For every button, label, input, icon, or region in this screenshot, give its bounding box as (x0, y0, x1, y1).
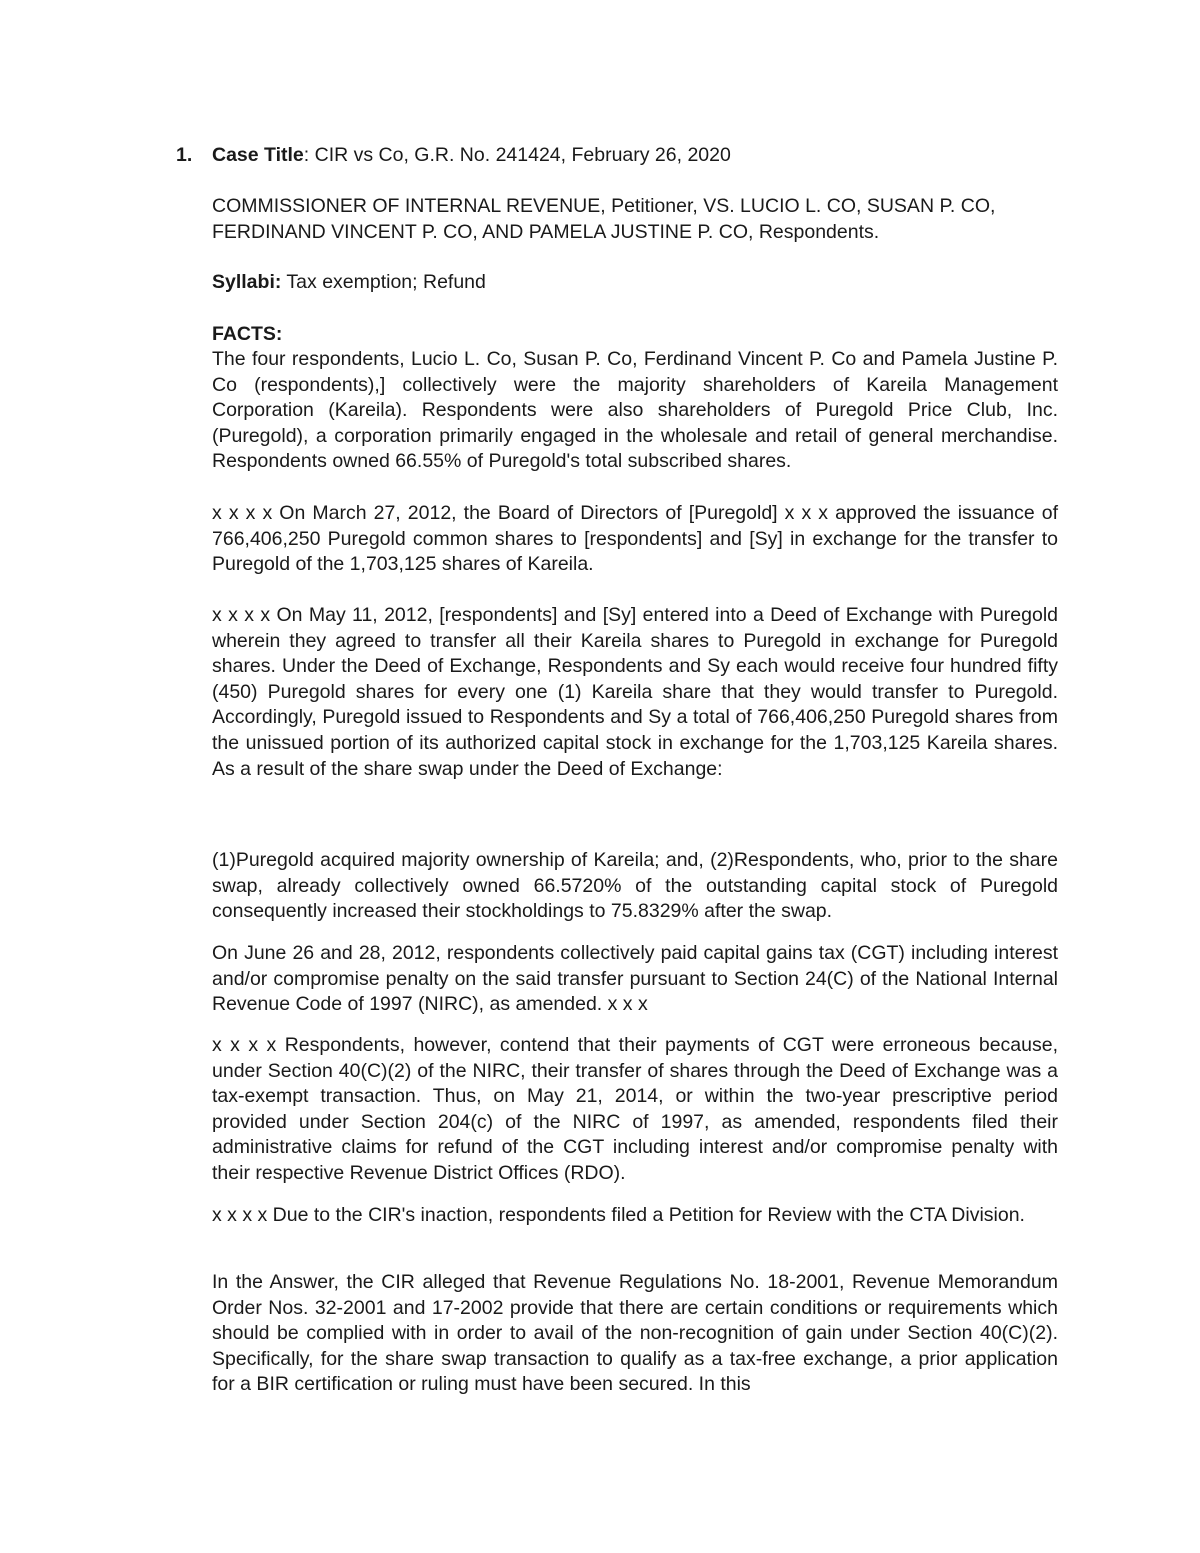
paragraph-facts-5: On June 26 and 28, 2012, respondents collectively paid capital gains tax (CGT) including interest and/or compromise penalty on the said transfer pursuant to Section 24(C) of the National Internal Revenue Code of 1997 (NIRC), as amended. x x x (212, 942, 1058, 1016)
case-title-value: : CIR vs Co, G.R. No. 241424, February 26, 2020 (303, 144, 731, 166)
paragraph-facts-3: x x x x On May 11, 2012, [respondents] and [Sy] entered into a Deed of Exchange with Puregold wherein they agreed to transfer all their Kareila shares to Puregold in exchange for Puregold shares. Under the Deed of Exchange, Respondents and Sy each would receive four hundred fifty (450) Puregold shares for every one (1) Kareila share that they would transfer to Puregold. Accordingly, Puregold issued to Respondents and Sy a total of 766,406,250 Puregold shares from the unissued portion of its authorized capital stock in exchange for the 1,703,125 Kareila shares. As a result of the share swap under the Deed of Exchange: (212, 604, 1058, 780)
case-parties: COMMISSIONER OF INTERNAL REVENUE, Petitioner, VS. LUCIO L. CO, SUSAN P. CO, FERDINAND VINCENT P. CO, AND PAMELA JUSTINE P. CO, Respondents. (212, 195, 996, 243)
facts-heading: FACTS: (212, 323, 283, 345)
paragraph-facts-4: (1)Puregold acquired majority ownership of Kareila; and, (2)Respondents, who, prior to the share swap, already collectively owned 66.5720% of the outstanding capital stock of Puregold consequently increased their stockholdings to 75.8329% after the swap. (212, 849, 1058, 923)
case-title (212, 143, 1058, 169)
syllabi-label: Syllabi: (212, 271, 282, 293)
syllabi-value: Tax exemption; Refund (281, 271, 486, 293)
syllabi (212, 270, 1058, 296)
list-number: 1. (176, 144, 193, 166)
paragraph-facts-8: In the Answer, the CIR alleged that Revenue Regulations No. 18-2001, Revenue Memorandum Order Nos. 32-2001 and 17-2002 provide that there are certain conditions or requirements which should be complied with in order to avail of the non-recognition of gain under Section 40(C)(2). Specifically, for the share swap transaction to qualify as a tax-free exchange, a prior application for a BIR certification or ruling must have been secured. In this (212, 1271, 1058, 1396)
case-title-label: Case Title (212, 144, 304, 166)
paragraph-facts-1: The four respondents, Lucio L. Co, Susan P. Co, Ferdinand Vincent P. Co and Pamela Justine P. Co (respondents),] collectively were the majority shareholders of Kareila Management Corporation (Kareila). Respondents were also shareholders of Puregold Price Club, Inc. (Puregold), a corporation primarily engaged in the wholesale and retail of general merchandise. Respondents owned 66.55% of Puregold's total subscribed shares. (212, 348, 1058, 473)
paragraph-facts-2: x x x x On March 27, 2012, the Board of Directors of [Puregold] x x x approved the issuance of 766,406,250 Puregold common shares to [respondents] and [Sy] in exchange for the transfer to Puregold of the 1,703,125 shares of Kareila. (212, 502, 1058, 576)
paragraph-facts-7: x x x x Due to the CIR's inaction, respondents filed a Petition for Review with the CTA Division. (212, 1204, 1025, 1226)
paragraph-facts-6: x x x x Respondents, however, contend that their payments of CGT were erroneous because, under Section 40(C)(2) of the NIRC, their transfer of shares through the Deed of Exchange was a tax-exempt transaction. Thus, on May 21, 2014, or within the two-year prescriptive period provided under Section 204(c) of the NIRC of 1997, as amended, respondents filed their administrative claims for refund of the CGT including interest and/or compromise penalty with their respective Revenue District Offices (RDO). (212, 1034, 1058, 1184)
